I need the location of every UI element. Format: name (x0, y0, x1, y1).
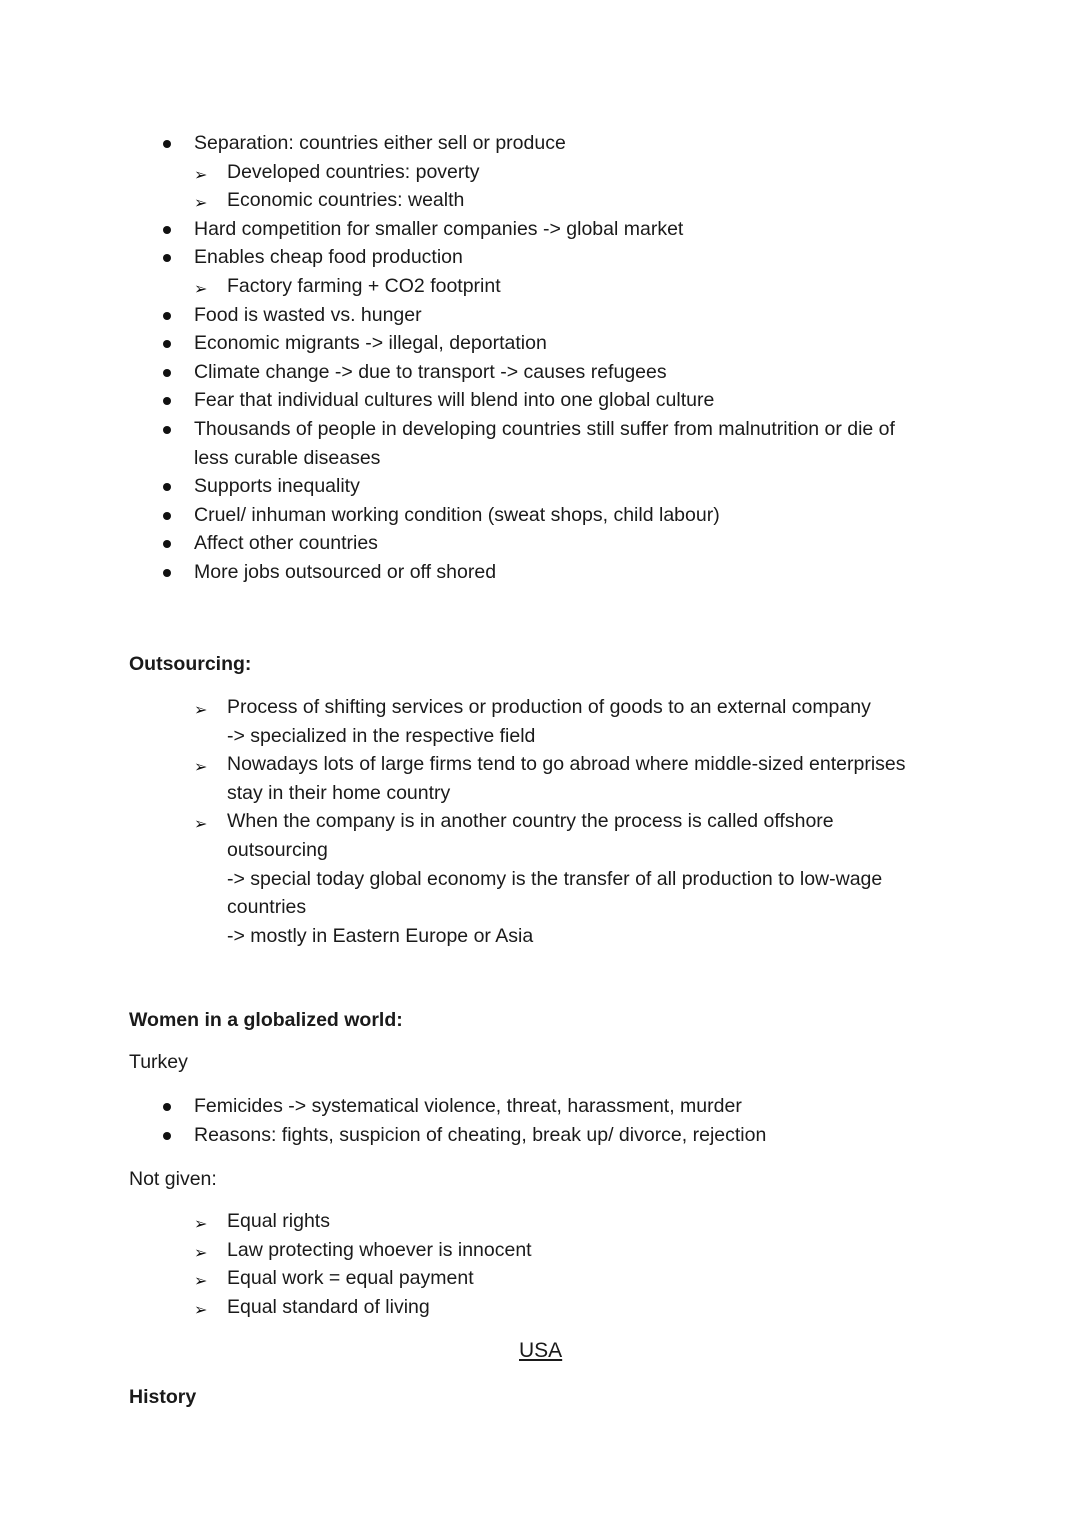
list-item (0, 501, 1080, 530)
list-item-text: Supports inequality (194, 475, 360, 498)
list-item (0, 215, 1080, 244)
list-item-text: Affect other countries (194, 532, 378, 555)
list-item-text: Cruel/ inhuman working condition (sweat shops, child labour) (194, 503, 720, 526)
list-item (0, 158, 1080, 187)
list-item (0, 472, 1080, 501)
arrow-bullet-icon: ➢ (194, 814, 208, 834)
bullet-dot-icon (163, 397, 171, 405)
list-item (0, 529, 1080, 558)
arrow-bullet-icon: ➢ (194, 1299, 208, 1319)
list-item (0, 836, 1080, 865)
list-item-text: Food is wasted vs. hunger (194, 303, 422, 326)
list-item-text: Equal rights (227, 1210, 330, 1232)
bullet-dot-icon (163, 426, 171, 434)
bullet-dot-icon (163, 540, 171, 548)
list-item (0, 129, 1080, 158)
list-item (0, 865, 1080, 894)
list-item (0, 558, 1080, 587)
list-item (0, 893, 1080, 922)
list-item-text: -> special today global economy is the transfer of all production to low-wage (227, 867, 883, 890)
list-item-text: Factory farming + CO2 footprint (227, 274, 501, 297)
label-not-given: Not given: (129, 1168, 217, 1190)
list-item-text: -> mostly in Eastern Europe or Asia (227, 924, 534, 947)
arrow-bullet-icon: ➢ (194, 1242, 208, 1262)
list-item-text: Climate change -> due to transport -> causes refugees (194, 360, 667, 383)
list-item (0, 922, 1080, 951)
bullet-dot-icon (163, 369, 171, 377)
list-item-text: Enables cheap food production (194, 246, 463, 269)
list-item (0, 1264, 1080, 1293)
bullet-dot-icon (163, 1103, 171, 1111)
list-item (0, 415, 1080, 444)
arrow-bullet-icon: ➢ (194, 193, 208, 213)
list-item (0, 722, 1080, 751)
turkey-list (0, 1092, 1080, 1149)
list-item (0, 186, 1080, 215)
list-item-text: Nowadays lots of large firms tend to go abroad where middle-sized enterprises (227, 753, 906, 776)
list-item (0, 1121, 1080, 1150)
bullet-dot-icon (163, 340, 171, 348)
list-item (0, 386, 1080, 415)
list-item-text: Process of shifting services or production of goods to an external company (227, 696, 871, 718)
list-item-text: Developed countries: poverty (227, 160, 480, 183)
list-item-text: outsourcing (227, 838, 328, 861)
bullet-dot-icon (163, 312, 171, 320)
list-item (0, 1207, 1080, 1236)
outsourcing-list (0, 693, 1080, 950)
bullet-dot-icon (163, 226, 171, 234)
list-item-text: More jobs outsourced or off shored (194, 560, 497, 583)
list-item-text: When the company is in another country the process is called offshore (227, 810, 834, 833)
list-item-text: countries (227, 896, 307, 919)
bullet-dot-icon (163, 140, 171, 148)
list-item (0, 444, 1080, 473)
list-item-text: Equal work = equal payment (227, 1267, 474, 1290)
arrow-bullet-icon: ➢ (194, 700, 208, 719)
arrow-bullet-icon: ➢ (194, 164, 208, 184)
list-item-text: Economic migrants -> illegal, deportation (194, 332, 547, 355)
bullet-dot-icon (163, 512, 171, 520)
bullet-dot-icon (163, 569, 171, 577)
arrow-bullet-icon: ➢ (194, 1214, 208, 1233)
list-item (0, 1092, 1080, 1121)
list-item (0, 807, 1080, 836)
list-item-text: Reasons: fights, suspicion of cheating, break up/ divorce, rejection (194, 1123, 767, 1146)
list-item (0, 301, 1080, 330)
heading-history: History (129, 1386, 197, 1408)
bullet-list-globalization (0, 129, 1080, 587)
list-item-text: Law protecting whoever is innocent (227, 1238, 532, 1261)
list-item-text: Femicides -> systematical violence, threat, harassment, murder (194, 1095, 742, 1117)
list-item (0, 1236, 1080, 1265)
bullet-dot-icon (163, 254, 171, 262)
not-given-list (0, 1207, 1080, 1321)
list-item-text: Thousands of people in developing countries still suffer from malnutrition or die of (194, 417, 895, 440)
label-turkey: Turkey (129, 1051, 188, 1073)
label-usa: USA (519, 1339, 563, 1362)
list-item-text: Separation: countries either sell or produce (194, 132, 566, 154)
list-item-text: Economic countries: wealth (227, 189, 465, 212)
list-item (0, 358, 1080, 387)
arrow-bullet-icon: ➢ (194, 1271, 208, 1291)
heading-women-globalized-world: Women in a globalized world: (129, 1009, 403, 1031)
arrow-bullet-icon: ➢ (194, 757, 208, 777)
list-item (0, 243, 1080, 272)
list-item (0, 272, 1080, 301)
list-item (0, 693, 1080, 722)
list-item (0, 779, 1080, 808)
bullet-dot-icon (163, 1132, 171, 1140)
list-item (0, 329, 1080, 358)
list-item-text: Hard competition for smaller companies -> global market (194, 217, 684, 240)
list-item-text: -> specialized in the respective field (227, 724, 536, 747)
arrow-bullet-icon: ➢ (194, 278, 208, 298)
list-item-text: stay in their home country (227, 781, 451, 804)
list-item-text: less curable diseases (194, 446, 381, 469)
list-item-text: Equal standard of living (227, 1295, 430, 1318)
list-item-text: Fear that individual cultures will blend into one global culture (194, 389, 715, 412)
list-item (0, 1293, 1080, 1322)
list-item (0, 750, 1080, 779)
bullet-dot-icon (163, 483, 171, 491)
heading-outsourcing: Outsourcing: (129, 653, 252, 675)
